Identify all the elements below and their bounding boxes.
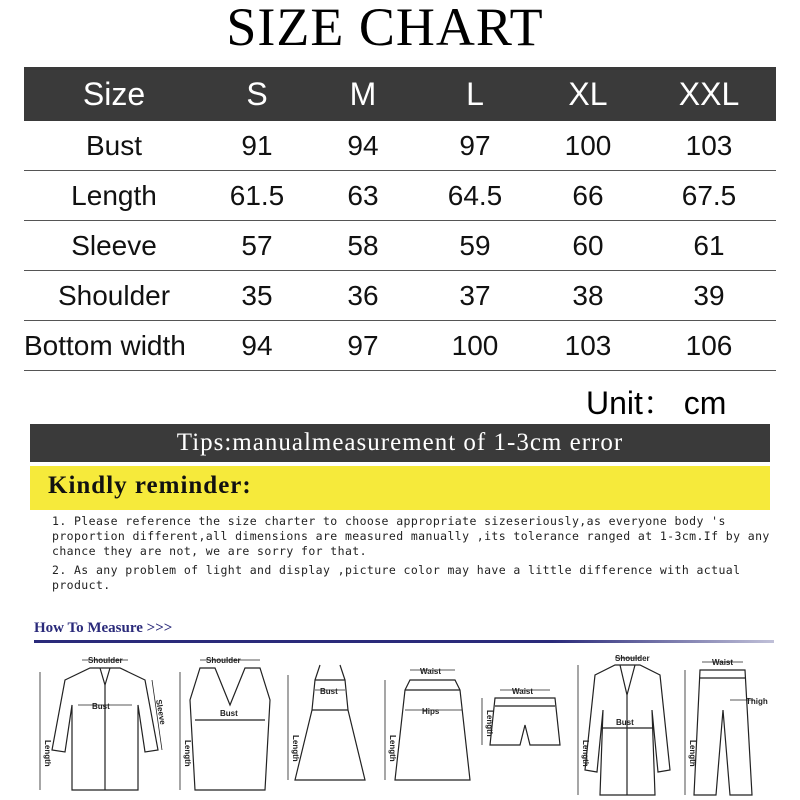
table-cell: 94 xyxy=(310,121,416,171)
row-label: Shoulder xyxy=(24,271,204,321)
table-cell: 106 xyxy=(642,321,776,371)
unit-label: Unit： cm xyxy=(586,385,727,421)
table-cell: 36 xyxy=(310,271,416,321)
diagram-label: Shoulder xyxy=(88,656,123,665)
diagram-label: Waist xyxy=(712,658,734,667)
table-cell: 100 xyxy=(534,121,642,171)
size-chart-table xyxy=(24,67,776,371)
diagram-label: Bust xyxy=(220,709,238,718)
diagram-label: Thigh xyxy=(746,697,768,706)
table-cell: 60 xyxy=(534,221,642,271)
diagram-label: Shoulder xyxy=(615,654,650,663)
table-cell: 59 xyxy=(416,221,534,271)
row-label: Sleeve xyxy=(24,221,204,271)
table-row xyxy=(24,321,776,371)
diagram-label: Length xyxy=(183,740,192,767)
diagram-label: Shoulder xyxy=(206,656,241,665)
diagram-label: Bust xyxy=(92,702,110,711)
table-header-row xyxy=(24,67,776,121)
skirt-diagram xyxy=(385,670,470,780)
column-header: M xyxy=(310,67,416,121)
column-header: S xyxy=(204,67,310,121)
table-cell: 103 xyxy=(534,321,642,371)
diagram-label: Length xyxy=(43,740,52,767)
column-header: XXL xyxy=(642,67,776,121)
diagram-label: Waist xyxy=(420,667,442,676)
table-cell: 39 xyxy=(642,271,776,321)
diagram-label: Bust xyxy=(320,687,338,696)
reminder-banner xyxy=(30,466,770,510)
table-cell: 57 xyxy=(204,221,310,271)
diagram-label: Sleeve xyxy=(154,698,168,726)
table-cell: 100 xyxy=(416,321,534,371)
table-cell: 38 xyxy=(534,271,642,321)
reminder-heading: Kindly reminder: xyxy=(48,472,252,499)
table-cell: 58 xyxy=(310,221,416,271)
column-header: XL xyxy=(534,67,642,121)
column-header: L xyxy=(416,67,534,121)
diagram-label: Length xyxy=(688,740,697,767)
diagram-label: Length xyxy=(485,710,494,737)
row-label: Bust xyxy=(24,121,204,171)
diagram-label: Hips xyxy=(422,707,440,716)
table-cell: 66 xyxy=(534,171,642,221)
row-label: Length xyxy=(24,171,204,221)
note-item: 2. As any problem of light and display ,picture color may have a little difference with actual product. xyxy=(52,563,741,592)
note-item: 1. Please reference the size charter to choose appropriate sizeseriously,as everyone body 's proportion different,all dimensions are measured manually ,its tolerance ranged at 1-3cm.If by any chance they are not, we are sorry for that. xyxy=(52,514,770,558)
table-cell: 61.5 xyxy=(204,171,310,221)
heading-underline xyxy=(34,640,774,643)
table-cell: 35 xyxy=(204,271,310,321)
table-row xyxy=(24,271,776,321)
diagram-label: Length xyxy=(581,740,590,767)
pants-diagram xyxy=(685,662,754,795)
tips-banner: Tips:manualmeasurement of 1-3cm error xyxy=(30,424,770,462)
table-row xyxy=(24,121,776,171)
page-title: SIZE CHART xyxy=(226,0,544,57)
diagram-label: Bust xyxy=(616,718,634,727)
column-header: Size xyxy=(24,67,204,121)
measurement-diagrams xyxy=(30,650,780,800)
tank-top-diagram xyxy=(180,660,270,790)
blouse-diagram xyxy=(40,660,162,790)
table-row xyxy=(24,221,776,271)
table-cell: 61 xyxy=(642,221,776,271)
table-cell: 97 xyxy=(310,321,416,371)
diagram-label: Length xyxy=(291,735,300,762)
table-cell: 63 xyxy=(310,171,416,221)
how-to-measure-heading: How To Measure >>> xyxy=(34,620,173,636)
table-cell: 91 xyxy=(204,121,310,171)
table-cell: 64.5 xyxy=(416,171,534,221)
row-label: Bottom width xyxy=(24,321,204,371)
diagram-label: Waist xyxy=(512,687,534,696)
reminder-notes xyxy=(52,514,772,597)
table-row xyxy=(24,171,776,221)
dress-diagram xyxy=(288,665,365,780)
table-cell: 97 xyxy=(416,121,534,171)
diagram-label: Length xyxy=(388,735,397,762)
table-cell: 94 xyxy=(204,321,310,371)
table-cell: 37 xyxy=(416,271,534,321)
table-cell: 67.5 xyxy=(642,171,776,221)
table-cell: 103 xyxy=(642,121,776,171)
